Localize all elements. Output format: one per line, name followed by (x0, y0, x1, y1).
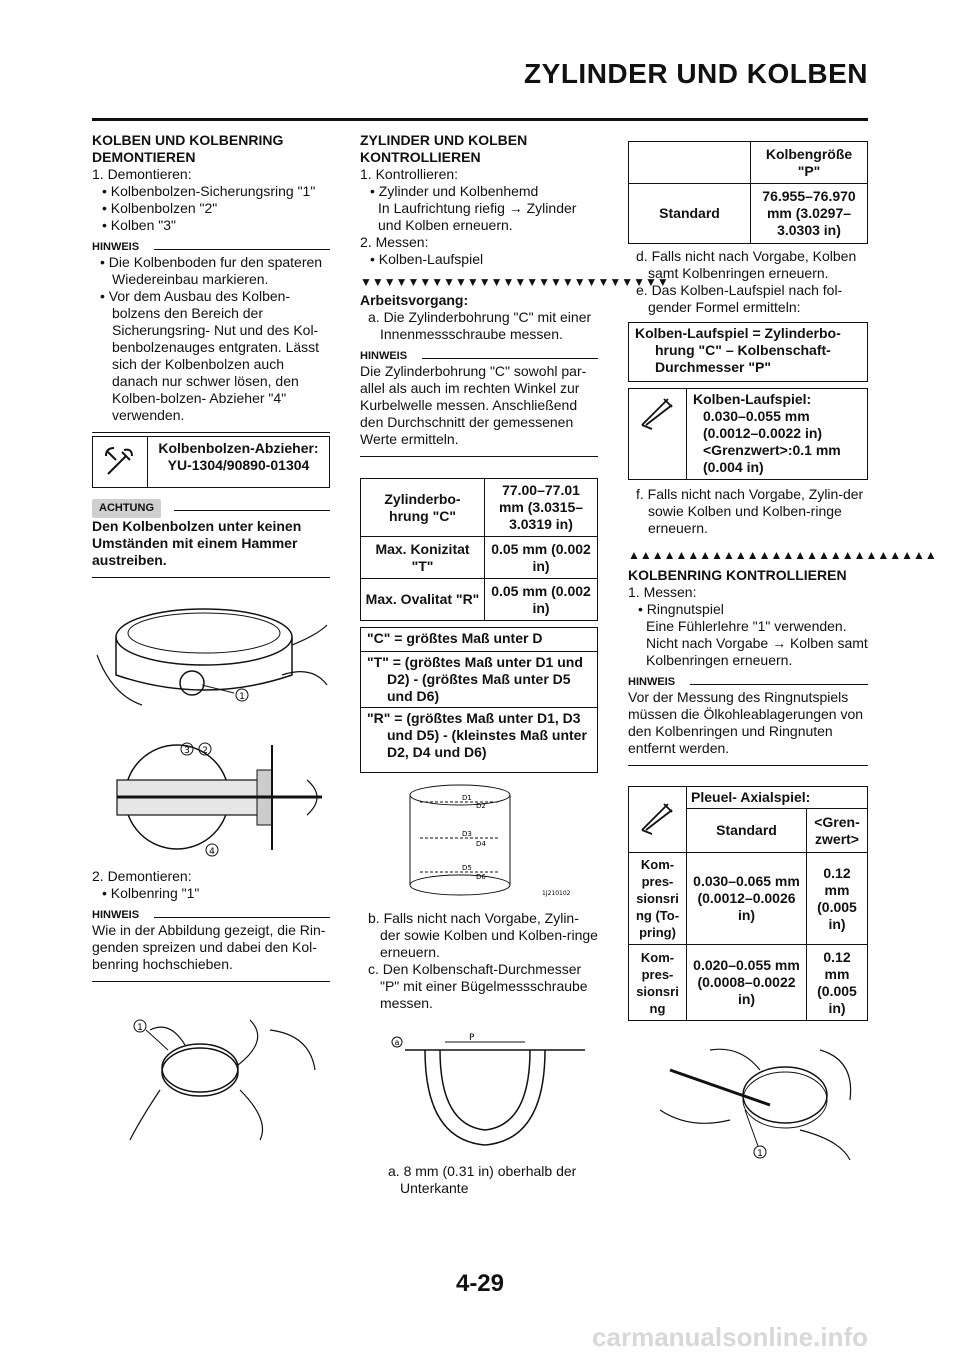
list-item: • Ringnutspiel (638, 601, 724, 617)
procedure-step-f: f. Falls nicht nach Vorgabe, Zylin-der sowie Kolben und Kolben-ringe erneuern. (636, 486, 864, 536)
table-cell: 0.030–0.065 mm (0.0012–0.0026 in) (687, 853, 807, 945)
formula-table (360, 627, 598, 773)
cylinder-label: D4 (476, 840, 486, 848)
list-item: • Kolben "3" (102, 217, 176, 233)
cylinder-spec-table (360, 478, 598, 621)
formula-c: "C" = größtes Maß unter D (361, 628, 597, 652)
page-title: ZYLINDER UND KOLBEN (524, 58, 868, 89)
cylinder-label: D3 (462, 830, 472, 838)
table-title: Pleuel- Axialspiel: (687, 787, 868, 809)
procedure-step-a: a. Die Zylinderbohrung "C" mit einer Innenmessschraube messen. (368, 309, 592, 342)
spec-title: Kolben-Laufspiel: (693, 391, 812, 407)
divider (92, 432, 330, 433)
formula-t: "T" = (größtes Maß unter D1 und D2) - (größtes Maß unter D5 und D6) (361, 652, 597, 708)
tool-name: Kolbenbolzen-Abzieher: (158, 440, 319, 456)
step-2: 2. Messen: (360, 234, 429, 250)
hinweis-label: HINWEIS (628, 675, 868, 689)
section-heading: ZYLINDER UND KOLBEN KONTROLLIEREN (360, 132, 528, 165)
list-item: • Kolbenbolzen-Sicherungsring "1" (102, 183, 316, 199)
callout-label: 1 (137, 1023, 143, 1033)
table-row (629, 142, 868, 184)
divider (360, 456, 598, 457)
procedure-step-d: d. Falls nicht nach Vorgabe, Kolben samt Kolbenringen erneuern. (636, 248, 857, 281)
column-3-mid (628, 486, 937, 766)
procedure-heading: Arbeitsvorgang: (360, 292, 469, 308)
hinweis-label: HINWEIS (92, 240, 330, 254)
procedure-start-marker: ▼▼▼▼▼▼▼▼▼▼▼▼▼▼▼▼▼▼▼▼▼▼▼▼▼▼ (360, 275, 669, 289)
callout-label: 3 (184, 746, 190, 756)
table-cell: Zylinderbo-hrung "C" (361, 479, 485, 537)
column-1-lower (92, 868, 330, 982)
table-cell: 0.020–0.055 mm (0.0008–0.0022 in) (687, 945, 807, 1021)
spec-limit: <Grenzwert>:0.1 mm (703, 442, 841, 458)
spec-limit: (0.004 in) (703, 459, 764, 475)
mic-note: a. 8 mm (0.31 in) oberhalb der Unterkante (388, 1163, 577, 1196)
table-row (629, 853, 868, 945)
spec-value: (0.0012–0.0022 in) (703, 425, 823, 441)
wrench-icon (93, 437, 148, 487)
ring-removal-figure (120, 1010, 320, 1145)
callout-label: 2 (202, 746, 208, 756)
table-header: <Gren-zwert> (807, 809, 868, 853)
callout-label: 1 (757, 1149, 763, 1159)
divider (92, 981, 330, 982)
step-1: 1. Demontieren: (92, 166, 192, 182)
ring-clearance-table (628, 786, 868, 1021)
spec-value: 0.030–0.055 mm (703, 408, 810, 424)
table-cell: Kom-pres-sionsri ng (To-pring) (629, 853, 687, 945)
procedure-step-e: e. Das Kolben-Laufspiel nach fol-gender Formel ermitteln: (636, 282, 843, 315)
micrometer-figure (385, 1030, 585, 1155)
note-text: • Die Kolbenboden fur den spateren Wiedereinbau markieren. (100, 254, 323, 287)
figure-code: 1J210102 (542, 890, 571, 897)
table-cell: Kom-pres-sionsri ng (629, 945, 687, 1021)
watermark: carmanualsonline.info (592, 1322, 868, 1352)
dimension-label: P (469, 1033, 475, 1043)
note-text: • Vor dem Ausbau des Kolben-bolzens den Bereich der Sicherungsring- Nut und des Kol-benbolzenauges entgraten. Lässt sich der Kolbenbolzen auch danach nur schwer lösen, den Kolben-bolzen- Abzieher "4" verwenden. (100, 288, 320, 423)
list-item: • Kolben-Laufspiel (370, 251, 484, 267)
table-row (629, 945, 868, 1021)
table-cell: Standard (629, 184, 751, 244)
column-3 (628, 248, 868, 316)
divider (628, 765, 868, 766)
page-number: 4-29 (455, 1270, 505, 1297)
tool-box (92, 436, 330, 488)
caution-badge: ACHTUNG (92, 499, 161, 518)
step-1: 1. Kontrollieren: (360, 166, 459, 182)
divider (92, 577, 330, 578)
list-item-text: Eine Fühlerlehre "1" verwenden. Nicht nach Vorgabe → Kolben samt Kolbenringen erneuern. (646, 618, 868, 668)
section-heading: KOLBENRING KONTROLLIEREN (628, 567, 847, 583)
table-header: Standard (687, 809, 807, 853)
procedure-end-marker: ▲▲▲▲▲▲▲▲▲▲▲▲▲▲▲▲▲▲▲▲▲▲▲▲▲▲ (628, 548, 937, 562)
piston-pin-puller-figure (92, 735, 330, 860)
section-heading: KOLBEN UND KOLBENRING DEMONTIEREN (92, 132, 284, 165)
table-row (629, 184, 868, 244)
list-item-text: In Laufrichtung riefig → Zylinder und Kolben erneuern. (378, 200, 577, 233)
note-text: Wie in der Abbildung gezeigt, die Rin-genden spreizen und dabei den Kol-benring hochschieben. (92, 922, 326, 972)
cylinder-label: D6 (476, 873, 486, 881)
cylinder-label: D1 (462, 794, 472, 802)
list-item: • Kolbenring "1" (102, 885, 200, 901)
note-text: Vor der Messung des Ringnutspiels müssen die Ölkohleablagerungen von den Kolbenringen und Ringnuten entfernt werden. (628, 689, 864, 756)
piston-size-table (628, 141, 868, 244)
table-cell: 0.12 mm (0.005 in) (807, 853, 868, 945)
tool-number: YU-1304/90890-01304 (167, 457, 310, 473)
procedure-step-c: c. Den Kolbenschaft-Durchmesser "P" mit einer Bügelmessschraube messen. (368, 961, 588, 1011)
formula-r: "R" = (größtes Maß unter D1, D3 und D5) - (kleinstes Maß unter D2, D4 und D6) (367, 710, 587, 760)
clearance-formula: Kolben-Laufspiel = Zylinderbo-hrung "C" – Kolbenschaft-Durchmesser "P" (628, 322, 868, 382)
table-row (361, 537, 598, 579)
table-row (629, 787, 868, 809)
hinweis-label: HINWEIS (92, 908, 330, 922)
feeler-gauge-figure (650, 1040, 860, 1165)
caution-text: Den Kolbenbolzen unter keinen Umständen mit einem Hammer austreiben. (92, 518, 302, 568)
table-row (361, 579, 598, 621)
clearance-spec-box (628, 388, 868, 480)
callout-label: a (394, 1038, 400, 1047)
table-cell: 76.955–76.970 mm (3.0297–3.0303 in) (751, 184, 868, 244)
caution-block (92, 498, 330, 578)
table-cell: 0.12 mm (0.005 in) (807, 945, 868, 1021)
cylinder-measure-figure (390, 780, 580, 900)
piston-figure (92, 595, 330, 715)
cylinder-label: D5 (462, 864, 472, 872)
step-2: 2. Demontieren: (92, 868, 192, 884)
step-1: 1. Messen: (628, 584, 697, 600)
table-cell: 77.00–77.01 mm (3.0315–3.0319 in) (485, 479, 598, 537)
column-1 (92, 132, 330, 433)
table-cell: 0.05 mm (0.002 in) (485, 579, 598, 621)
table-cell: 0.05 mm (0.002 in) (485, 537, 598, 579)
procedure-step-b: b. Falls nicht nach Vorgabe, Zylin-der sowie Kolben und Kolben-ringe erneuern. (368, 910, 598, 960)
cylinder-label: D2 (476, 802, 486, 810)
title-rule (92, 118, 868, 121)
table-header: Kolbengröße "P" (751, 142, 868, 184)
table-row (361, 479, 598, 537)
list-item: • Zylinder und Kolbenhemd (370, 183, 539, 199)
table-cell: Max. Ovalitat "R" (361, 579, 485, 621)
hinweis-label: HINWEIS (360, 349, 598, 363)
note-text: Die Zylinderbohrung "C" sowohl par-allel als auch im rechten Winkel zur Kurbelwelle messen. Anschließend den Durchschnitt der gemessenen Werte ermitteln. (360, 363, 587, 447)
callout-label: 1 (239, 692, 245, 702)
table-cell: Max. Konizitat "T" (361, 537, 485, 579)
callout-label: 4 (209, 847, 215, 857)
column-2 (360, 132, 669, 457)
list-item: • Kolbenbolzen "2" (102, 200, 218, 216)
column-2-lower (360, 910, 598, 1012)
caliper-icon (629, 787, 687, 853)
caliper-icon (629, 389, 687, 479)
